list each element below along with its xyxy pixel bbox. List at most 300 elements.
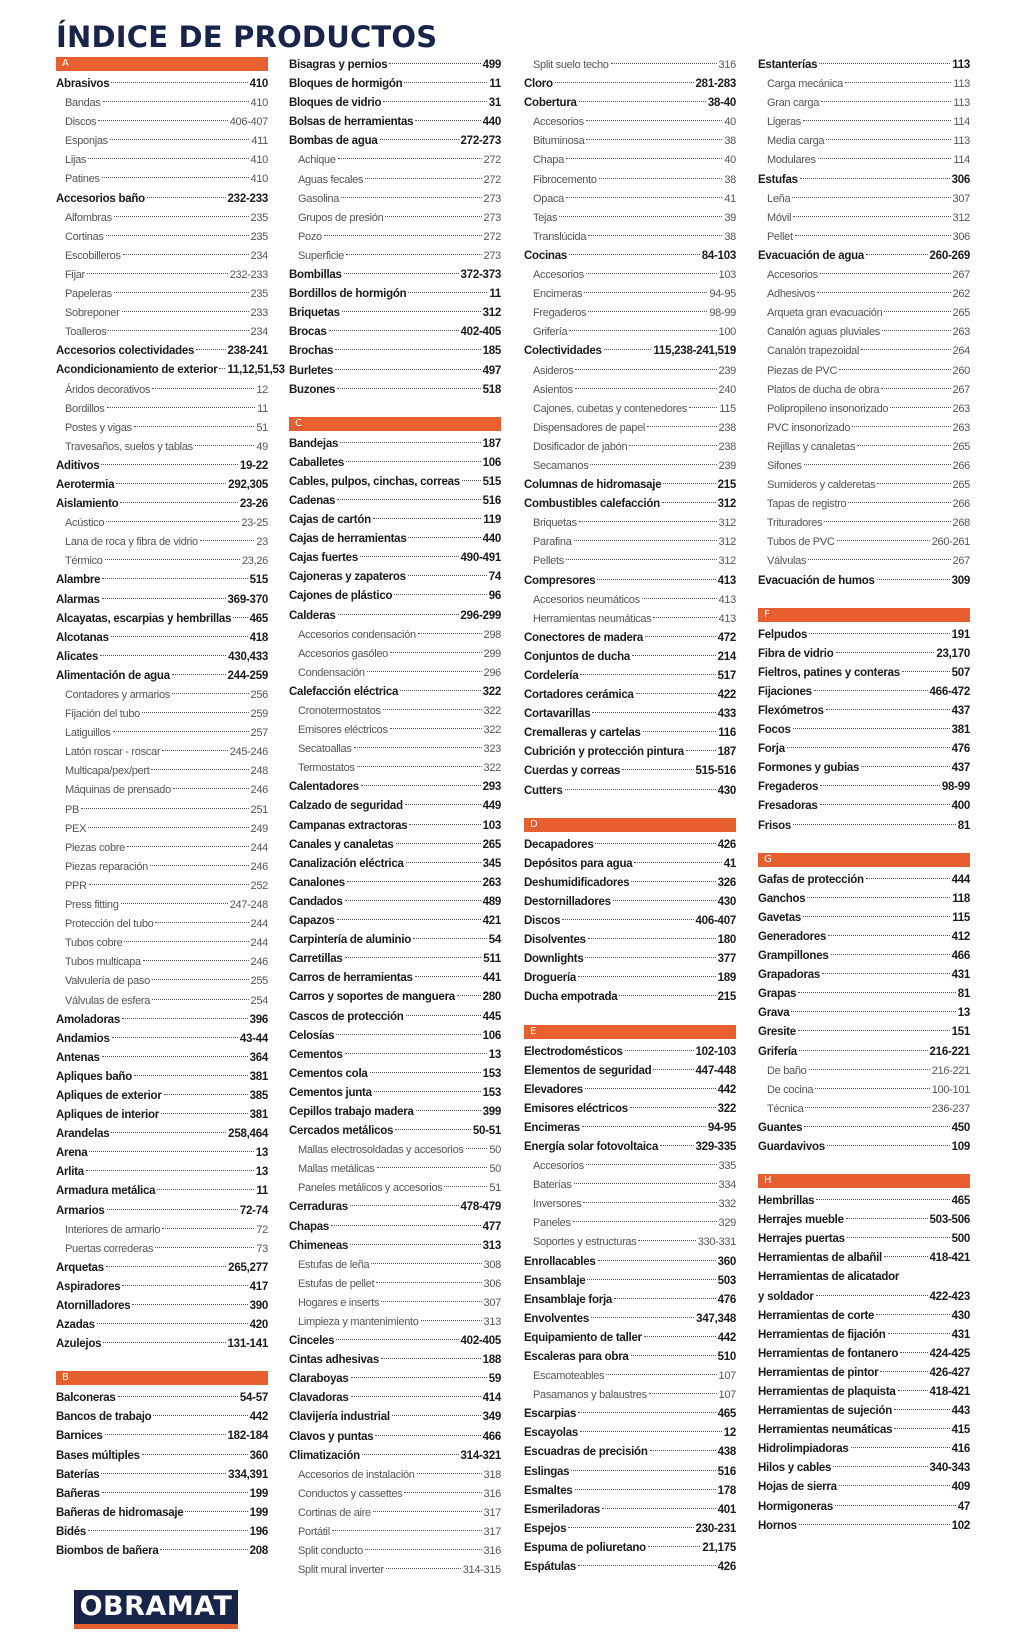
dot-leader	[371, 1263, 481, 1264]
entry-pages: 430	[951, 1309, 970, 1322]
entry-pages: 38	[724, 173, 736, 186]
entry-pages: 244-259	[227, 669, 268, 682]
index-entry	[758, 247, 970, 266]
dot-leader	[106, 521, 239, 522]
entry-name: Ducha empotrada	[524, 991, 618, 1004]
entry-name: Celosías	[289, 1029, 335, 1042]
entry-pages: 50-51	[472, 1125, 501, 1138]
dot-leader	[809, 1069, 930, 1070]
index-entry	[289, 75, 501, 94]
index-subentry	[56, 992, 268, 1011]
entry-name: Apliques de exterior	[56, 1089, 162, 1102]
entry-pages: 54-57	[239, 1392, 268, 1405]
entry-pages: 433	[717, 708, 736, 721]
entry-name: Antenas	[56, 1051, 100, 1064]
dot-leader	[648, 1546, 700, 1547]
entry-pages: 280	[482, 991, 501, 1004]
entry-name: Dosificador de jabón	[533, 440, 628, 453]
index-entry	[289, 1389, 501, 1408]
index-subentry	[524, 457, 736, 476]
index-entry	[289, 568, 501, 587]
entry-name: Bordillos	[65, 402, 105, 415]
entry-pages: 81	[957, 988, 970, 1001]
index-entry	[289, 492, 501, 511]
section-header-f: F	[758, 608, 970, 622]
index-entry	[758, 1307, 970, 1326]
dot-leader	[636, 693, 716, 694]
entry-name: Pellet	[767, 230, 793, 243]
entry-pages: 13	[488, 1048, 501, 1061]
dot-leader	[200, 540, 254, 541]
index-subentry	[758, 457, 970, 476]
index-subentry	[56, 113, 268, 132]
entry-pages: 390	[249, 1300, 268, 1312]
index-entry	[56, 495, 268, 514]
index-entry	[56, 1523, 268, 1542]
dot-leader	[566, 559, 717, 560]
index-entry	[524, 1443, 736, 1462]
entry-pages: 263	[952, 326, 970, 339]
dot-leader	[580, 1431, 722, 1432]
entry-name: Latón roscar - roscar	[65, 746, 161, 759]
index-subentry	[524, 56, 736, 75]
entry-pages: 40	[724, 154, 736, 167]
entry-pages: 402-405	[460, 1335, 501, 1348]
entry-pages: 317	[483, 1506, 501, 1519]
entry-pages: 109	[951, 1140, 970, 1153]
index-subentry	[289, 1523, 501, 1542]
index-entry	[758, 1478, 970, 1497]
entry-pages: 312	[718, 536, 736, 549]
dot-leader	[415, 976, 481, 977]
index-entry	[56, 1297, 268, 1316]
index-subentry	[289, 1256, 501, 1275]
entry-pages: 381	[249, 1109, 268, 1122]
index-entry	[758, 1004, 970, 1023]
entry-pages: 23,170	[936, 647, 970, 660]
entry-pages: 489	[482, 895, 501, 908]
entry-name: Equipamiento de taller	[524, 1331, 642, 1344]
index-subentry	[758, 113, 970, 132]
entry-pages: 443	[951, 1405, 970, 1418]
entry-name: PEX	[65, 822, 87, 835]
index-subentry	[289, 740, 501, 759]
entry-name: Compresores	[524, 574, 596, 587]
entry-name: Espejos	[524, 1522, 567, 1535]
dot-leader	[586, 273, 717, 274]
entry-pages: 518	[482, 383, 501, 396]
dot-leader	[344, 273, 459, 274]
entry-pages: 332	[718, 1198, 736, 1211]
index-entry	[56, 342, 268, 361]
entry-pages: 265	[952, 307, 970, 320]
entry-pages: 13	[255, 1166, 268, 1179]
entry-pages: 189	[717, 972, 736, 985]
dot-leader	[365, 1549, 482, 1550]
dot-leader	[335, 369, 481, 370]
dot-leader	[87, 273, 228, 274]
entry-pages: 511	[483, 953, 501, 966]
dot-leader	[377, 1167, 488, 1168]
dot-leader	[582, 1126, 706, 1127]
index-subentry	[758, 495, 970, 514]
entry-pages: 178	[717, 1484, 736, 1497]
entry-name: Platos de ducha de obra	[767, 383, 880, 396]
section-header-a: A	[56, 57, 268, 71]
index-entry	[524, 1119, 736, 1138]
index-entry	[758, 817, 970, 836]
entry-pages: 416	[951, 1443, 970, 1456]
index-subentry	[524, 400, 736, 419]
index-subentry	[524, 1367, 736, 1386]
entry-pages: 31	[488, 97, 501, 110]
entry-pages: 216-221	[931, 1064, 970, 1077]
dot-leader	[638, 1240, 695, 1241]
dot-leader	[689, 407, 717, 408]
entry-name: Conjuntos de ducha	[524, 650, 631, 663]
index-subentry	[289, 721, 501, 740]
dot-leader	[164, 1094, 248, 1095]
entry-pages: 515	[482, 475, 501, 488]
entry-pages: 240	[718, 383, 736, 396]
entry-pages: 317	[483, 1526, 501, 1539]
entry-name: Deshumidificadores	[524, 876, 630, 889]
dot-leader	[351, 1396, 481, 1397]
entry-name: Ensamblaje forja	[524, 1293, 613, 1306]
dot-leader	[799, 1524, 950, 1525]
entry-name: Clavijería industrial	[289, 1411, 390, 1424]
dot-leader	[894, 1428, 949, 1429]
entry-pages: 40	[724, 116, 736, 129]
entry-pages: 298	[483, 628, 501, 641]
entry-name: Tubos de PVC	[767, 536, 835, 549]
dot-leader	[568, 1527, 693, 1528]
dot-leader	[336, 1034, 480, 1035]
index-subentry	[56, 896, 268, 915]
dot-leader	[381, 1301, 481, 1302]
index-subentry	[56, 132, 268, 151]
dot-leader	[902, 671, 950, 672]
index-entry	[758, 947, 970, 966]
dot-leader	[152, 388, 254, 389]
entry-pages: 329-335	[695, 1140, 736, 1153]
index-entry	[289, 855, 501, 874]
dot-leader	[418, 633, 482, 634]
index-entry	[524, 743, 736, 762]
dot-leader	[395, 1129, 471, 1130]
dot-leader	[642, 598, 717, 599]
entry-name: Interiores de armario	[65, 1223, 161, 1236]
entry-pages: 113	[953, 78, 970, 91]
dot-leader	[336, 1339, 458, 1340]
index-subentry	[289, 1275, 501, 1294]
dot-leader	[122, 311, 249, 312]
dot-leader	[663, 483, 715, 484]
index-entry	[524, 495, 736, 514]
index-entry	[289, 1218, 501, 1237]
dot-leader	[400, 690, 480, 691]
entry-pages: 272	[483, 230, 501, 243]
entry-pages: 431	[951, 1328, 970, 1341]
index-entry	[289, 94, 501, 113]
index-subentry	[56, 419, 268, 438]
entry-name: Tubos cobre	[65, 937, 123, 950]
entry-name: Cremalleras y cartelas	[524, 727, 641, 740]
entry-name: Cutters	[524, 784, 563, 797]
entry-name: Paneles metálicos y accesorios	[298, 1182, 443, 1195]
section-spacer	[758, 1157, 970, 1173]
entry-name: Escayolas	[524, 1427, 579, 1440]
entry-name: Canales y canaletas	[289, 838, 394, 851]
entry-pages: 441	[482, 972, 501, 985]
entry-name: Ligeras	[767, 116, 801, 129]
dot-leader	[645, 636, 716, 637]
dot-leader	[351, 1377, 487, 1378]
index-entry	[524, 629, 736, 648]
entry-pages: 345	[482, 857, 501, 870]
entry-pages: 234	[250, 326, 268, 339]
entry-name: Contadores y armarios	[65, 689, 170, 701]
entry-pages: 265	[952, 479, 970, 492]
index-subentry	[524, 1157, 736, 1176]
dot-leader	[385, 216, 481, 217]
entry-pages: 265	[952, 440, 970, 453]
entry-pages: 247-248	[229, 899, 268, 912]
section-spacer	[524, 801, 736, 817]
index-subentry	[758, 438, 970, 457]
entry-name: Gafas de protección	[758, 873, 864, 886]
entry-name: PPR	[65, 879, 87, 892]
entry-pages: 503-506	[929, 1214, 970, 1227]
entry-pages: 39	[724, 211, 736, 224]
entry-name: Droguería	[524, 972, 577, 985]
entry-pages: 187	[717, 746, 736, 759]
entry-pages: 267	[952, 269, 970, 282]
index-entry	[758, 56, 970, 75]
dot-leader	[350, 1244, 480, 1245]
entry-name: Bancos de trabajo	[56, 1411, 152, 1424]
dot-leader	[847, 1237, 950, 1238]
index-subentry	[758, 362, 970, 381]
dot-leader	[405, 804, 481, 805]
dot-leader	[575, 369, 716, 370]
index-entry	[56, 1408, 268, 1427]
entry-name: Cobertura	[524, 97, 577, 110]
dot-leader	[579, 521, 717, 522]
index-entry	[524, 1291, 736, 1310]
dot-leader	[338, 158, 482, 159]
index-entry	[524, 931, 736, 950]
entry-pages: 21,175	[702, 1541, 736, 1554]
entry-pages: 517	[717, 670, 736, 682]
entry-pages: 238	[718, 440, 736, 453]
entry-name: Bituminosa	[533, 135, 585, 148]
entry-name: Herramientas de corte	[758, 1309, 875, 1322]
entry-name: Piezas cobre	[65, 841, 125, 854]
entry-pages: 316	[483, 1487, 501, 1500]
index-subentry	[758, 1100, 970, 1119]
dot-leader	[828, 935, 949, 936]
index-subentry	[758, 75, 970, 94]
entry-name: Claraboyas	[289, 1373, 349, 1386]
entry-name: Modulares	[767, 154, 816, 167]
entry-name: Brocas	[289, 326, 327, 339]
entry-pages: 447-448	[695, 1064, 736, 1077]
entry-pages: 335	[718, 1160, 736, 1173]
entry-pages: 103	[718, 269, 736, 282]
dot-leader	[826, 709, 950, 710]
dot-leader	[799, 1050, 928, 1051]
index-entry	[758, 1119, 970, 1138]
index-subentry	[56, 972, 268, 991]
index-subentry	[524, 438, 736, 457]
entry-name: Fibrocemento	[533, 173, 597, 186]
index-entry	[758, 1498, 970, 1517]
dot-leader	[819, 63, 950, 64]
entry-name: Acondicionamiento de exterior	[56, 364, 218, 377]
dot-leader	[816, 1295, 928, 1296]
entry-pages: 273	[483, 211, 501, 224]
entry-name: Grapadoras	[758, 969, 821, 982]
dot-leader	[562, 919, 693, 920]
entry-pages: 230-231	[695, 1522, 736, 1535]
index-entry	[524, 1482, 736, 1501]
dot-leader	[793, 216, 950, 217]
entry-name: Cajones de plástico	[289, 590, 393, 603]
index-subentry	[758, 552, 970, 571]
entry-name: Cadenas	[289, 494, 336, 507]
entry-name: Felpudos	[758, 628, 808, 641]
index-entry	[524, 1348, 736, 1367]
entry-pages: 13	[255, 1147, 268, 1160]
entry-name: Carga mecánica	[767, 78, 843, 91]
index-subentry	[289, 1313, 501, 1332]
entry-pages: 116	[718, 727, 736, 740]
entry-name: Accesorios de instalación	[298, 1468, 415, 1481]
dot-leader	[647, 426, 717, 427]
entry-name: Grifería	[758, 1045, 797, 1058]
index-entry	[289, 1008, 501, 1027]
index-entry	[56, 1144, 268, 1163]
index-entry	[758, 1230, 970, 1249]
entry-pages: 442	[249, 1411, 268, 1424]
index-entry	[289, 683, 501, 702]
entry-pages: 256	[250, 689, 268, 701]
index-entry	[289, 988, 501, 1007]
entry-name: Bañeras de hidromasaje	[56, 1506, 184, 1519]
index-entry	[758, 702, 970, 721]
index-subentry	[289, 664, 501, 683]
dot-leader	[881, 388, 950, 389]
entry-pages: 98-99	[941, 781, 970, 794]
entry-pages: 199	[249, 1506, 268, 1519]
dot-leader	[650, 1450, 716, 1451]
entry-pages: 239	[718, 459, 736, 472]
entry-name: Azulejos	[56, 1338, 102, 1351]
dot-leader	[686, 750, 716, 751]
entry-name: Bañeras	[56, 1487, 100, 1500]
index-subentry	[524, 1195, 736, 1214]
dot-leader	[580, 674, 715, 675]
index-subentry	[289, 151, 501, 170]
dot-leader	[585, 1088, 716, 1089]
entry-pages: 94-95	[707, 1121, 736, 1134]
dot-leader	[404, 1492, 481, 1493]
dot-leader	[643, 731, 717, 732]
entry-name: Burletes	[289, 364, 334, 377]
entry-pages: 258,464	[228, 1128, 268, 1141]
entry-pages: 500	[951, 1233, 970, 1246]
dot-leader	[857, 445, 950, 446]
entry-name: Postes y vigas	[65, 421, 132, 434]
entry-pages: 254	[250, 994, 268, 1007]
entry-name: Fieltros, patines y conteras	[758, 666, 900, 679]
index-entry	[758, 664, 970, 683]
dot-leader	[598, 1260, 716, 1261]
entry-pages: 431	[951, 969, 970, 982]
dot-leader	[851, 1447, 950, 1448]
index-entry	[289, 1027, 501, 1046]
entry-pages: 72	[256, 1223, 268, 1236]
entry-name: Columnas de hidromasaje	[524, 479, 662, 492]
entry-name: Disolventes	[524, 934, 586, 947]
index-subentry	[524, 419, 736, 438]
entry-pages: 516	[482, 494, 501, 507]
dot-leader	[122, 1285, 247, 1286]
dot-leader	[818, 158, 952, 159]
index-subentry	[56, 915, 268, 934]
index-entry	[758, 759, 970, 778]
dot-leader	[120, 502, 237, 503]
index-subentry	[758, 533, 970, 552]
index-subentry	[758, 209, 970, 228]
entry-name: Chapas	[289, 1220, 330, 1233]
dot-leader	[152, 999, 248, 1000]
entry-pages: 199	[249, 1487, 268, 1500]
index-entry	[289, 56, 501, 75]
index-subentry	[289, 190, 501, 209]
dot-leader	[172, 674, 226, 675]
entry-name: Fresadoras	[758, 800, 818, 813]
entry-name: Accesorios	[533, 269, 584, 282]
entry-name: y soldador	[758, 1290, 814, 1303]
entry-name: Patines	[65, 173, 100, 186]
dot-leader	[374, 1091, 481, 1092]
entry-pages: 49	[256, 440, 268, 453]
entry-name: Cuerdas y correas	[524, 765, 621, 778]
entry-pages: 318	[483, 1468, 501, 1481]
dot-leader	[337, 388, 480, 389]
entry-name: Canalización eléctrica	[289, 857, 404, 870]
entry-pages: 312	[482, 307, 501, 320]
dot-leader	[793, 824, 956, 825]
index-column-3	[524, 56, 736, 1577]
dot-leader	[112, 1037, 238, 1038]
entry-pages: 272-273	[460, 135, 501, 148]
dot-leader	[574, 1183, 717, 1184]
entry-pages: 131-141	[227, 1338, 268, 1351]
index-subentry	[289, 1504, 501, 1523]
dot-leader	[380, 139, 459, 140]
entry-name: Accesorios	[767, 269, 818, 282]
index-entry	[758, 1517, 970, 1536]
entry-name: Estufas de pellet	[298, 1277, 375, 1290]
index-entry	[524, 1501, 736, 1520]
index-entry	[289, 607, 501, 626]
entry-pages: 236-237	[931, 1102, 970, 1115]
entry-pages: 51	[256, 421, 268, 434]
entry-name: Accesorios neumáticos	[533, 593, 640, 606]
